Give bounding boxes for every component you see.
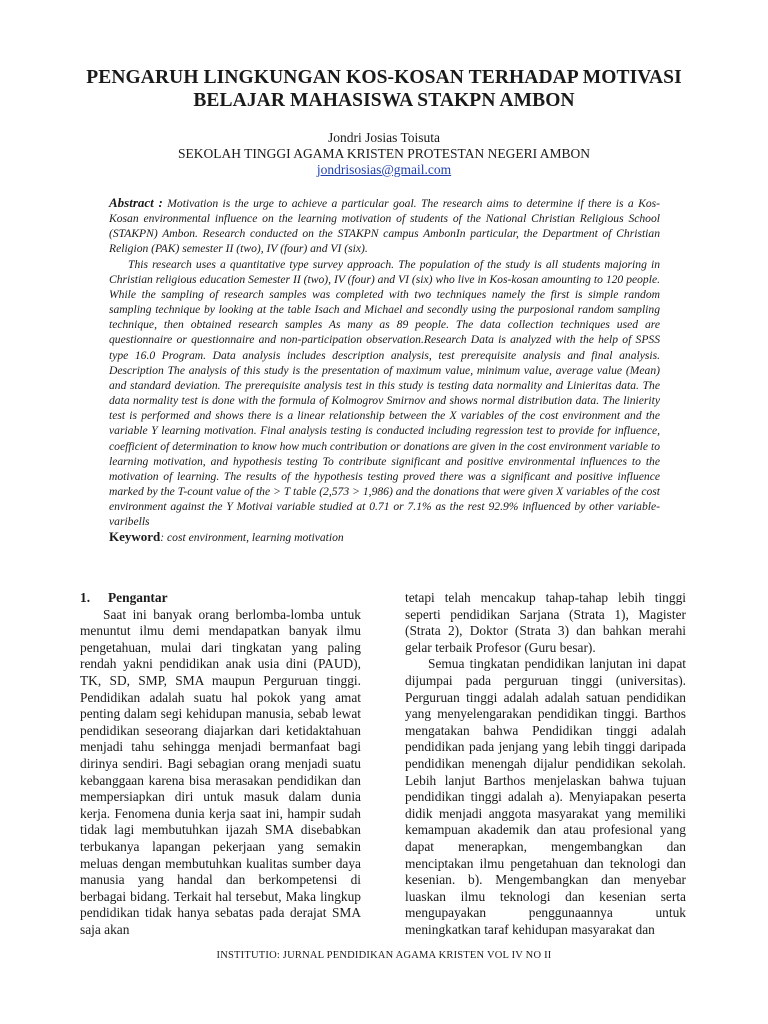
abstract-block [109, 195, 660, 546]
title-line-1: PENGARUH LINGKUNGAN KOS-KOSAN TERHADAP MOTIVASI [86, 67, 682, 88]
section-title: Pengantar [108, 590, 168, 605]
body-paragraph-left-1: Saat ini banyak orang berlomba-lomba untuk menuntut ilmu demi mendapatkan banyak ilmu pengetahuan, mulai dari tingkatan yang paling rendah yakni pendidikan anak usia dini (PAUD), TK, SD, SMP, SMA maupun Perguruan tinggi. Pendidikan adalah suatu hal pokok yang amat penting dalam segi kehidupan manusia, sebab lewat pendidikan seseorang diajarkan dari ketidaktahuan menjadi tahu sehingga menjadi bermanfaat bagi dirinya sendiri. Bagi sebagian orang menjadi suatu kebanggaan karena bisa merasakan pendidikan dan mempersiapkan diri untuk masuk dalam dunia kerja. Fenomena dunia kerja saat ini, hampir sudah tidak lagi membutuhkan ijazah SMA disebabkan terbukanya lapangan pekerjaan yang semakin meluas dengan membutuhkan kualitas sumber daya manusia yang handal dan berkompetensi di berbagai bidang. Terkait hal tersebut, Maka lingkup pendidikan tidak hanya sebatas pada derajat SMA saja akan [80, 606, 361, 937]
abstract-paragraph-2: This research uses a quantitative type survey approach. The population of the study is all students majoring in Christian religious education Semester II (two), IV (four) and VI (six) who live in Kos-kosan amounting to 120 people. While the sampling of research samples was completed with two techniques namely the first is simple random sampling technique by looking at the table Isach and Michael and secondly using the purposional random sampling technique, then obtained research samples As many as 89 people. The data collection techniques used are questionnaire or questionnaire and non-participation observation.Research Data is analyzed with the help of SPSS type 16.0 Program. Data analysis includes description analysis, test prerequisite analysis and final analysis. Description The analysis of this study is the presentation of maximum value, minimum value, average value (Mean) and standard deviation. The prerequisite analysis test in this study is testing data normality and Linieritas data. The data normality test is done with the formula of Kolmogrov Smirnov and shows normal distribution data. The linierity test is performed and shows there is a linear relationship between the X variables of the cost environment and the variable Y learning motivation. Final analysis testing is conducted including regression test to provide for influence, coefficient of determination to know how much contribution or donations are given in the cost environment variable to learning motivation, and hypothesis testing To contribute significant and positive environmental influences to the motivation of learning. The results of the hypothesis testing proved there was a significant and positive influence marked by the T-count value of the > T table (2,573 > 1,986) and the donations that were given X variables of the cost environment against the Y Motivai variable studied at 0.71 or 7.1% as the rest 92.9% influenced by other variable-varibells [109, 257, 660, 529]
author-affiliation: SEKOLAH TINGGI AGAMA KRISTEN PROTESTAN NEGERI AMBON [178, 146, 590, 161]
journal-footer: INSTITUTIO: JURNAL PENDIDIKAN AGAMA KRISTEN VOL IV NO II [216, 950, 552, 961]
keywords-line [109, 529, 660, 545]
author-name: Jondri Josias Toisuta [327, 130, 441, 145]
section-number: 1. [80, 590, 91, 605]
keywords-text: : cost environment, learning motivation [160, 531, 344, 545]
title-line-2: BELAJAR MAHASISWA STAKPN AMBON [193, 90, 575, 111]
abstract-label: Abstract : [109, 195, 163, 210]
body-paragraph-right-1: tetapi telah mencakup tahap-tahap lebih tinggi seperti pendidikan Sarjana (Strata 1), Magister (Strata 2), Doktor (Strata 3) dan bahkan merahi gelar terbaik Profesor (Guru besar). [405, 590, 686, 655]
body-paragraph-right-2: Semua tingkatan pendidikan lanjutan ini dapat dijumpai pada perguruan tinggi (universitas). Perguruan tinggi adalah adalah satuan pendidikan yang menyelengarakan pendidikan tinggi. Barthos mengatakan bahwa Pendidikan tinggi adalah pendidikan pada jenjang yang lebih tinggi daripada pendidikan menengah dijalur pendidikan sekolah. Lebih lanjut Barthos menjelaskan bahwa tujuan pendidikan tinggi adalah a). Menyiapakan peserta didik menjadi anggota masyarakat yang memiliki kemampuan akademik dan atau profesional yang dapat menerapkan, mengembangkan dan menciptakan ilmu pengetahuan dan teknologi dan kesenian. b). Mengembangkan dan menyebar luaskan ilmu teknologi dan kesenian serta mengupayakan penggunaannya untuk meningkatkan taraf kehidupan masyarakat dan [405, 656, 686, 937]
abstract-paragraph-1 [109, 195, 660, 257]
keywords-label: Keyword [109, 529, 161, 545]
column-left [80, 590, 361, 938]
column-right [405, 590, 686, 938]
author-email-link[interactable]: jondrisosias@gmail.com [316, 162, 452, 177]
abstract-text-1: Motivation is the urge to achieve a particular goal. The research aims to determine if there is a Kos-Kosan environmental influence on the learning motivation of students of the National Christian Religious School (STAKPN) Ambon. Research conducted on the STAKPN campus AmbonIn particular, the Department of Christian Religion (PAK) semester II (two), IV (four) and VI (six). [109, 197, 660, 256]
author-block [60, 130, 708, 178]
section-heading [80, 590, 361, 607]
paper-title [60, 66, 708, 112]
